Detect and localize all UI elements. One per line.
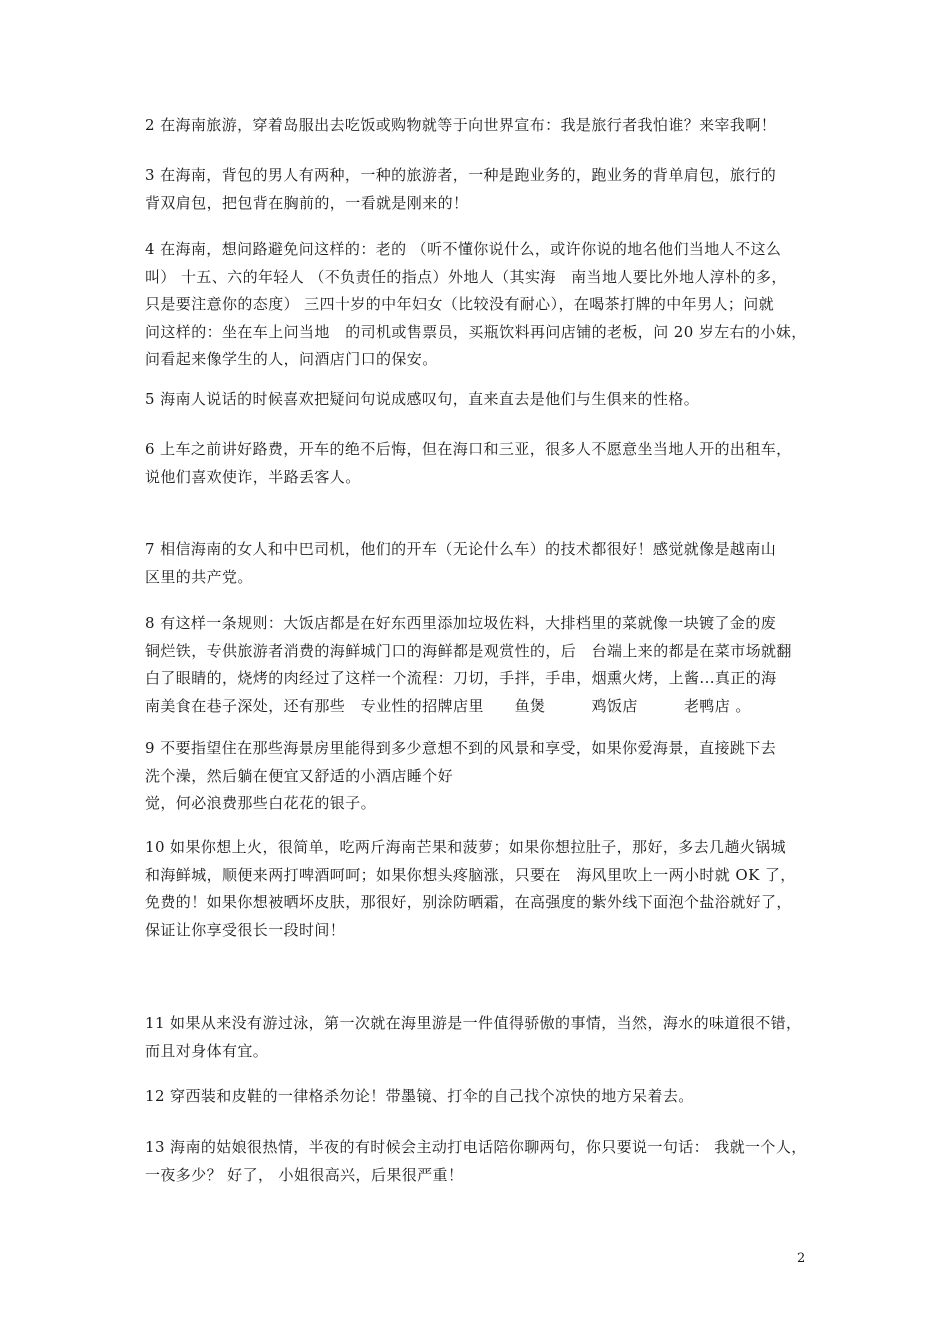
- text-line: 白了眼睛的，烧烤的肉经过了这样一个流程：刀切，手拌，手串，烟熏火烤，上酱...真正的海: [145, 669, 777, 687]
- page-number: 2: [797, 1251, 806, 1266]
- text-line: 9 不要指望住在那些海景房里能得到多少意想不到的风景和享受，如果你爱海景，直接跳下去: [145, 739, 777, 757]
- paragraph-tip-10: [145, 834, 817, 944]
- text-line: 和海鲜城，顺便来两打啤酒呵呵；如果你想头疼脑涨，只要在 海风里吹上一两小时就 OK 了，: [145, 865, 796, 884]
- text-line: 问这样的：坐在车上问当地 的司机或售票员，买瓶饮料再问店铺的老板，问 20 岁左右的小妹，: [145, 322, 807, 341]
- text-line: 12 穿西装和皮鞋的一律格杀勿论！带墨镜、打伞的自己找个凉快的地方呆着去。: [145, 1087, 694, 1105]
- text-line: 背双肩包，把包背在胸前的，一看就是刚来的！: [145, 193, 469, 212]
- text-line: 10 如果你想上火，很简单，吃两斤海南芒果和菠萝；如果你想拉肚子，那好，多去几趟火锅城: [145, 838, 787, 856]
- text-line: 2 在海南旅游，穿着岛服出去吃饭或购物就等于向世界宣布：我是旅行者我怕谁？来宰我啊！: [145, 116, 777, 134]
- text-line: 南美食在巷子深处，还有那些 专业性的招牌店里 鱼煲 鸡饭店 老鸭店 。: [145, 696, 751, 715]
- text-line: 4 在海南，想问路避免问这样的：老的 （听不懂你说什么，或许你说的地名他们当地人不这么: [145, 240, 782, 258]
- text-line: 区里的共产党。: [145, 567, 253, 586]
- text-line: 6 上车之前讲好路费，开车的绝不后悔，但在海口和三亚，很多人不愿意坐当地人开的出租车，: [145, 440, 792, 458]
- text-line: 而且对身体有宜。: [145, 1041, 269, 1060]
- text-line: 7 相信海南的女人和中巴司机，他们的开车（无论什么车）的技术都很好！感觉就像是越南山: [145, 540, 777, 558]
- text-line: 问看起来像学生的人，问酒店门口的保安。: [145, 350, 438, 368]
- text-line: 觉，何必浪费那些白花花的银子。: [145, 794, 377, 812]
- text-line: 只是要注意你的态度） 三四十岁的中年妇女（比较没有耐心），在喝茶打牌的中年男人；问就: [145, 295, 775, 313]
- paragraph-tip-4: [145, 236, 817, 374]
- text-line: 一夜多少？ 好了， 小姐很高兴，后果很严重！: [145, 1165, 464, 1184]
- paragraph-tip-8: [145, 610, 817, 720]
- text-line: 5 海南人说话的时候喜欢把疑问句说成感叹句，直来直去是他们与生俱来的性格。: [145, 390, 700, 408]
- text-line: 8 有这样一条规则：大饭店都是在好东西里添加垃圾佐料，大排档里的菜就像一块镀了金的废: [145, 614, 777, 632]
- text-line: 叫） 十五、六的年轻人 （不负责任的指点）外地人（其实海 南当地人要比外地人淳朴的多，: [145, 267, 787, 286]
- text-line: 免费的！如果你想被晒坏皮肤，那很好，别涂防晒霜，在高强度的紫外线下面泡个盐浴就好了，: [145, 893, 792, 911]
- paragraph-tip-6: [145, 436, 817, 491]
- text-line: 说他们喜欢使诈，半路丢客人。: [145, 467, 361, 486]
- text-line: 13 海南的姑娘很热情，半夜的有时候会主动打电话陪你聊两句，你只要说一句话： 我就一个人，: [145, 1138, 807, 1156]
- paragraph-tip-13: [145, 1134, 817, 1189]
- text-line: 11 如果从来没有游过泳，第一次就在海里游是一件值得骄傲的事情，当然，海水的味道很不错，: [145, 1014, 802, 1032]
- text-line: 洗个澡，然后躺在便宜又舒适的小酒店睡个好: [145, 766, 454, 785]
- paragraph-tip-3: [145, 162, 817, 217]
- paragraph-tip-5: [145, 386, 817, 414]
- text-line: 铜烂铁，专供旅游者消费的海鲜城门口的海鲜都是观赏性的，后 台端上来的都是在菜市场就翻: [145, 641, 792, 660]
- paragraph-tip-9: [145, 735, 817, 818]
- text-line: 保证让你享受很长一段时间！: [145, 920, 346, 939]
- paragraph-tip-12: [145, 1083, 817, 1111]
- paragraph-tip-2: [145, 112, 817, 140]
- paragraph-tip-11: [145, 1010, 817, 1065]
- paragraph-tip-7: [145, 536, 817, 591]
- text-line: 3 在海南，背包的男人有两种，一种的旅游者，一种是跑业务的，跑业务的背单肩包，旅行的: [145, 166, 777, 184]
